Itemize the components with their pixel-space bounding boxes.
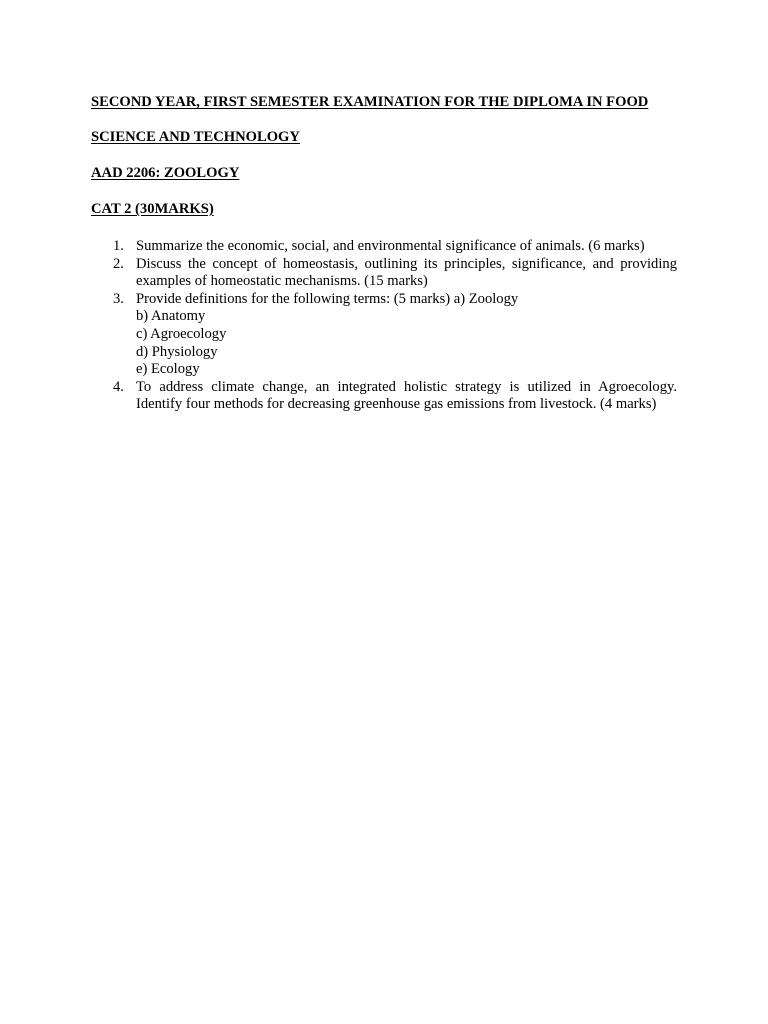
question-text: Provide definitions for the following terms: (5 marks) a) Zoology: [136, 290, 519, 307]
term-item: d) Physiology: [136, 343, 218, 360]
term-item: b) Anatomy: [136, 308, 206, 325]
question-number: 2.: [113, 255, 124, 272]
term-item: e) Ecology: [136, 361, 200, 378]
question-number: 4.: [113, 378, 124, 395]
assessment-title: CAT 2 (30MARKS): [91, 201, 214, 217]
question-text: Summarize the economic, social, and environmental significance of animals. (6 marks): [136, 238, 645, 254]
question-list: [91, 238, 677, 414]
question-number: 3.: [113, 290, 124, 307]
question-number: 1.: [113, 238, 124, 254]
question-item: [91, 256, 677, 291]
term-item: c) Agroecology: [136, 325, 227, 342]
course-title: AAD 2206: ZOOLOGY: [91, 165, 240, 181]
exam-title-line-2: SCIENCE AND TECHNOLOGY: [91, 129, 300, 145]
question-item: [91, 379, 677, 414]
question-item: [91, 238, 677, 256]
question-text: To address climate change, an integrated holistic strategy is utilized in Agroecology. Identify four methods for decreasing greenhouse gas emissions from livestock. (4 marks): [136, 378, 677, 413]
question-item: [91, 291, 677, 379]
question-text: Discuss the concept of homeostasis, outlining its principles, significance, and providing examples of homeostatic mechanisms. (15 marks): [136, 255, 677, 290]
exam-title-line-1: SECOND YEAR, FIRST SEMESTER EXAMINATION FOR THE DIPLOMA IN FOOD: [91, 94, 649, 110]
